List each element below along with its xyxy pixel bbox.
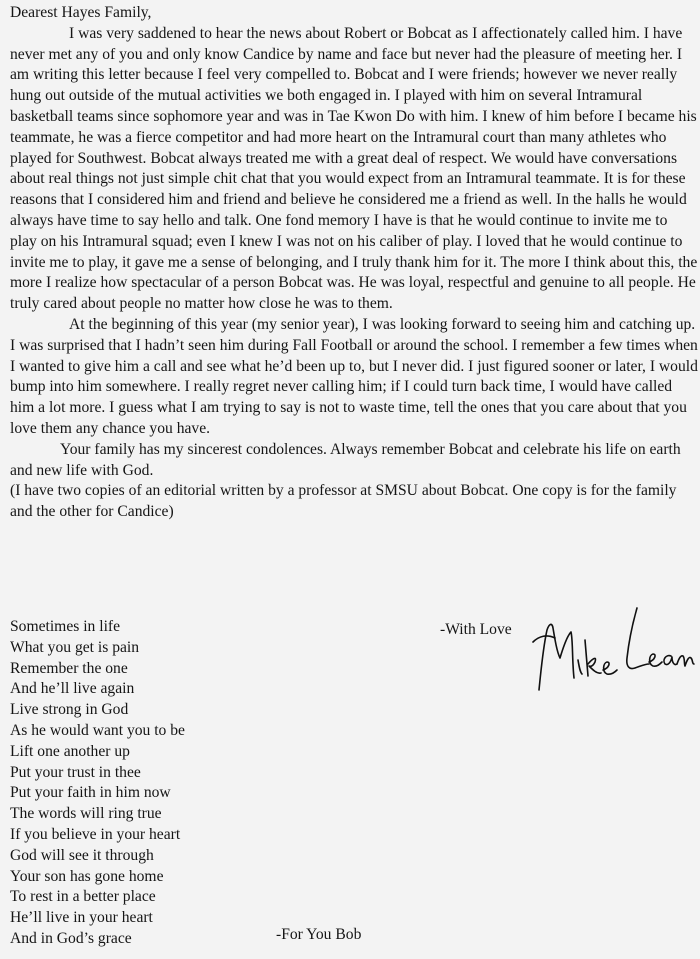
poem-line: Remember the one	[10, 659, 128, 677]
poem-line: The words will ring true	[10, 805, 162, 823]
poem	[10, 617, 270, 950]
letter-paragraph-3: Your family has my sincerest condolences. Always remember Bobcat and celebrate his life on earth and new life with God.	[10, 440, 681, 479]
poem-line: If you believe in your heart	[10, 825, 181, 843]
poem-line: Put your trust in thee	[10, 763, 141, 781]
poem-line: Lift one another up	[10, 742, 130, 760]
poem-line: And in God’s grace	[10, 929, 132, 947]
letter-closing: -With Love	[440, 621, 512, 638]
poem-dedication: -For You Bob	[276, 926, 362, 943]
poem-line: He’ll live in your heart	[10, 909, 153, 927]
letter-note: (I have two copies of an editorial written by a professor at SMSU about Bobcat. One copy is for the family and the other for Candice)	[10, 482, 677, 521]
poem-line: Sometimes in life	[10, 618, 121, 635]
poem-line: To rest in a better place	[10, 888, 156, 906]
letter-greeting: Dearest Hayes Family,	[10, 4, 152, 21]
poem-line: And he’ll live again	[10, 680, 135, 698]
poem-line: As he would want you to be	[10, 721, 185, 739]
handwritten-signature	[525, 600, 695, 695]
letter-paragraph-2: At the beginning of this year (my senior year), I was looking forward to seeing him and catching up. I was surprised that I hadn’t seen him during Fall Football or around the school. I remember a few times when I wanted to give him a call and see what he’d been up to, but I never did. I just figured sooner or later, I would bump into him somewhere. I really regret never calling him; if I could turn back time, I would have called him a lot more. I guess what I am trying to say is not to waste time, tell the ones that you care about that you love them any chance you have.	[10, 315, 698, 437]
poem-line: Put your faith in him now	[10, 784, 171, 802]
letter-body	[10, 3, 698, 523]
poem-line: Your son has gone home	[10, 867, 164, 885]
poem-line: God will see it through	[10, 846, 154, 864]
poem-line: Live strong in God	[10, 701, 129, 719]
letter-paragraph-1: I was very saddened to hear the news about Robert or Bobcat as I affectionately called him. I have never met any of you and only know Candice by name and face but never had the pleasure of meeting her. I am writing this letter because I feel very compelled to. Bobcat and I were friends; however we never really hung out outside of the mutual activities we both engaged in. I played with him on several Intramural basketball teams since sophomore year and was in Tae Kwon Do with him. I knew of him before I became his teammate, he was a fierce competitor and had more heart on the Intramural court than many athletes who played for Southwest. Bobcat always treated me with a great deal of respect. We would have conversations about real things not just simple chit chat that you would expect from an Intramural teammate. It is for these reasons that I considered him and friend and believe he considered me a friend as well. In the halls he would always have time to say hello and talk. One fond memory I have is that he would continue to invite me to play on his Intramural squad; even I knew I was not on his caliber of play. I loved that he would continue to invite me to play, it gave me a sense of belonging, and I truly thank him for it. The more I think about this, the more I realize how spectacular of a person Bobcat was. He was loyal, respectful and genuine to all people. He truly cared about people no matter how close he was to them.	[10, 24, 698, 313]
poem-line: What you get is pain	[10, 638, 140, 656]
